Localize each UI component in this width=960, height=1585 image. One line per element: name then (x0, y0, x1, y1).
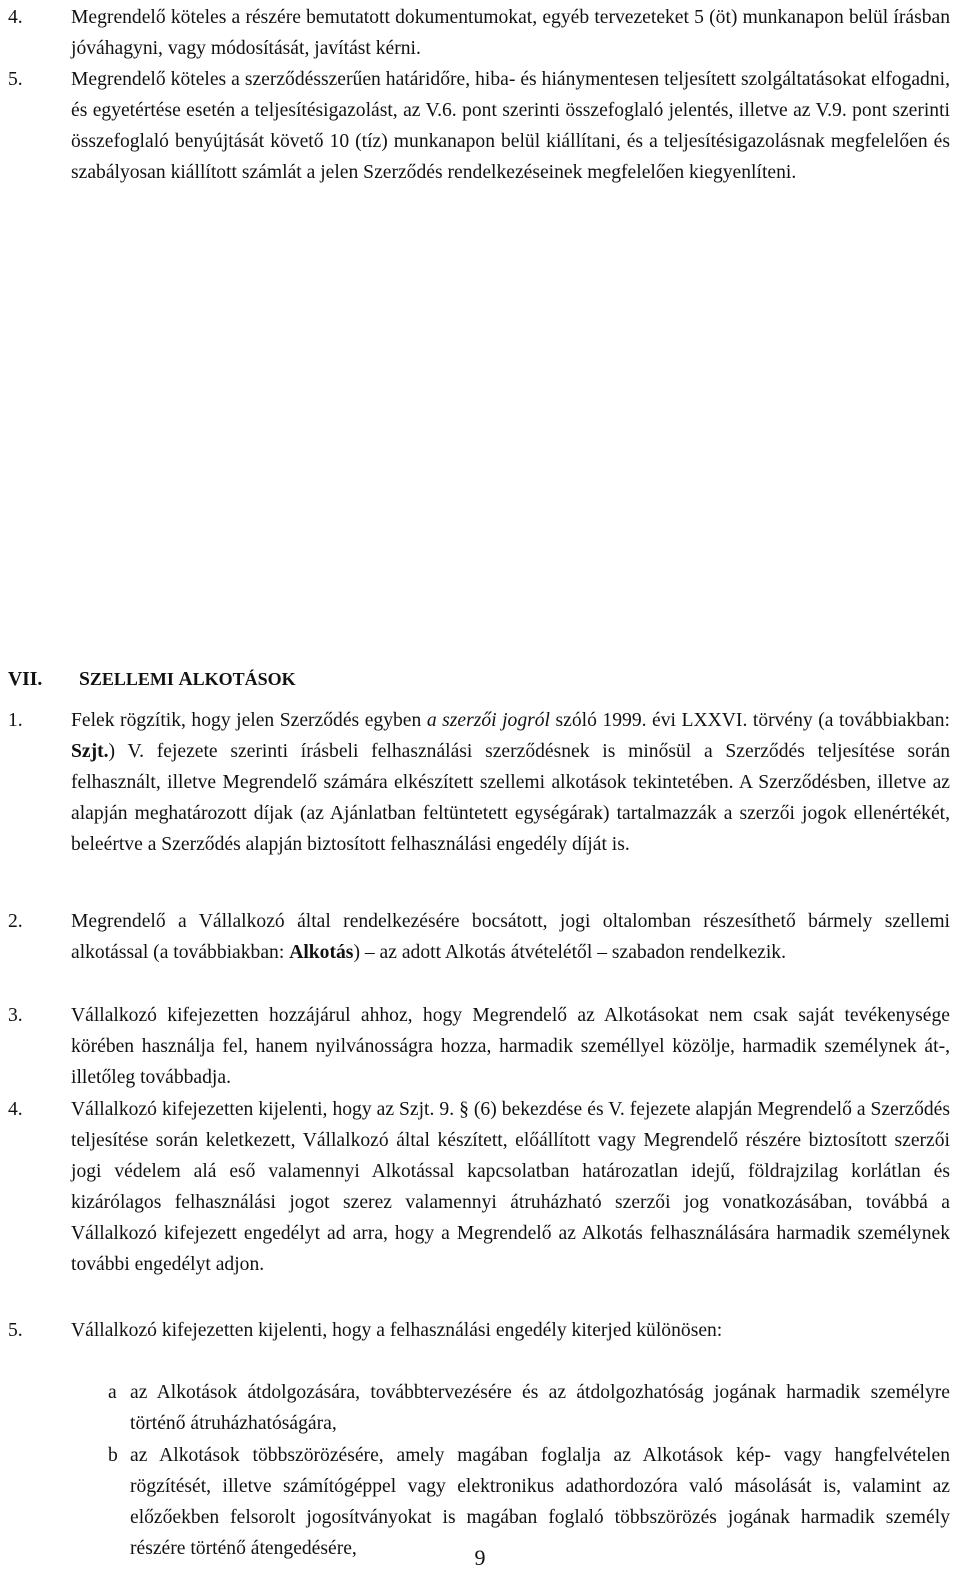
section-title: SZELLEMI ALKOTÁSOK (79, 669, 296, 690)
paragraph-2 (8, 906, 950, 968)
item-text: Megrendelő köteles a szerződésszerűen határidőre, hiba- és hiánymentesen teljesített szolgáltatásokat elfogadni, és egyetértése esetén a teljesítésigazolást, az V.6. pont szerinti összefoglaló jelentés, illetve az V.9. pont szerinti összefoglaló benyújtását követő 10 (tíz) munkanapon belül kiállítani, és a teljesítésigazolásnak megfelelően és szabályosan kiállított számlát a jelen Szerződés rendelkezéseinek megfelelően kiegyenlíteni. (71, 69, 950, 183)
item-number: 4. (8, 1099, 23, 1120)
item-text: Vállalkozó kifejezetten hozzájárul ahhoz, hogy Megrendelő az Alkotásokat nem csak saját tevékenysége körében használja fel, hanem nyilvánosságra hozza, harmadik személlyel közölje, harmadik személynek át-, illetőleg továbbadja. (71, 1005, 950, 1088)
item-number: 5. (8, 1320, 23, 1341)
subitem-letter: a (108, 1382, 117, 1403)
item-text: Vállalkozó kifejezetten kijelenti, hogy az Szjt. 9. § (6) bekezdése és V. fejezete alapján Megrendelő a Szerződés teljesítése során keletkezett, Vállalkozó által készített, előállított vagy Megrendelő részére biztosított szerzői jogi védelem alá eső valamennyi Alkotással kapcsolatban határozatlan idejű, földrajzilag korlátlan és kizárólagos felhasználási jogot szerez valamennyi átruházható szerzői jog vonatkozásában, továbbá a Vállalkozó kifejezett engedélyt ad arra, hogy a Megrendelő az Alkotás felhasználására harmadik személynek további engedélyt adjon. (71, 1099, 950, 1275)
item-number: 4. (8, 7, 23, 28)
paragraph-1 (8, 705, 950, 860)
paragraph-3 (8, 1000, 950, 1093)
item-text: Vállalkozó kifejezetten kijelenti, hogy a felhasználási engedély kiterjed különösen: (71, 1320, 723, 1341)
item-number: 3. (8, 1005, 23, 1026)
item-text: Megrendelő köteles a részére bemutatott dokumentumokat, egyéb tervezeteket 5 (öt) munkanapon belül írásban jóváhagyni, vagy módosítását, javítást kérni. (71, 7, 950, 59)
subitem-letter: b (108, 1445, 118, 1466)
paragraph-4 (8, 1094, 950, 1280)
subitem-text: az Alkotások többszörözésére, amely magában foglalja az Alkotások kép- vagy hangfelvételen rögzítését, illetve számítógéppel vagy elektronikus adathordozóra való másolását is, valamint az előzőekben felsorolt jogosítványokat is magában foglaló többszörözés jogának harmadik személy részére történő átengedésére, (130, 1445, 950, 1559)
item-number: 1. (8, 710, 23, 731)
item-number: 5. (8, 69, 23, 90)
subitem-text: az Alkotások átdolgozására, továbbtervezésére és az átdolgozhatóság jogának harmadik személyre történő átruházhatóságára, (130, 1382, 950, 1434)
item-number: 2. (8, 911, 23, 932)
paragraph-5 (8, 1315, 950, 1346)
paragraph-4-top (8, 2, 950, 64)
section-roman-numeral: VII. (8, 669, 43, 690)
subitem-a (108, 1377, 950, 1439)
page-number: 9 (474, 1545, 486, 1570)
paragraph-5-top (8, 64, 950, 188)
item-text: Felek rögzítik, hogy jelen Szerződés egyben a szerzői jogról szóló 1999. évi LXXVI. törvény (a továbbiakban: Szjt.) V. fejezete szerinti írásbeli felhasználási szerződésnek is minősül a Szerződés teljesítése során felhasznált, illetve Megrendelő számára elkészített szellemi alkotások tekintetében. A Szerződésben, illetve az alapján meghatározott díjak (az Ajánlatban feltüntetett egységárak) tartalmazzák a szerzői jogok ellenértékét, beleértve a Szerződés alapján biztosított felhasználási engedély díját is. (71, 710, 950, 855)
item-text: Megrendelő a Vállalkozó által rendelkezésére bocsátott, jogi oltalomban részesíthető bármely szellemi alkotással (a továbbiakban: Alkotás) – az adott Alkotás átvételétől – szabadon rendelkezik. (71, 911, 950, 963)
